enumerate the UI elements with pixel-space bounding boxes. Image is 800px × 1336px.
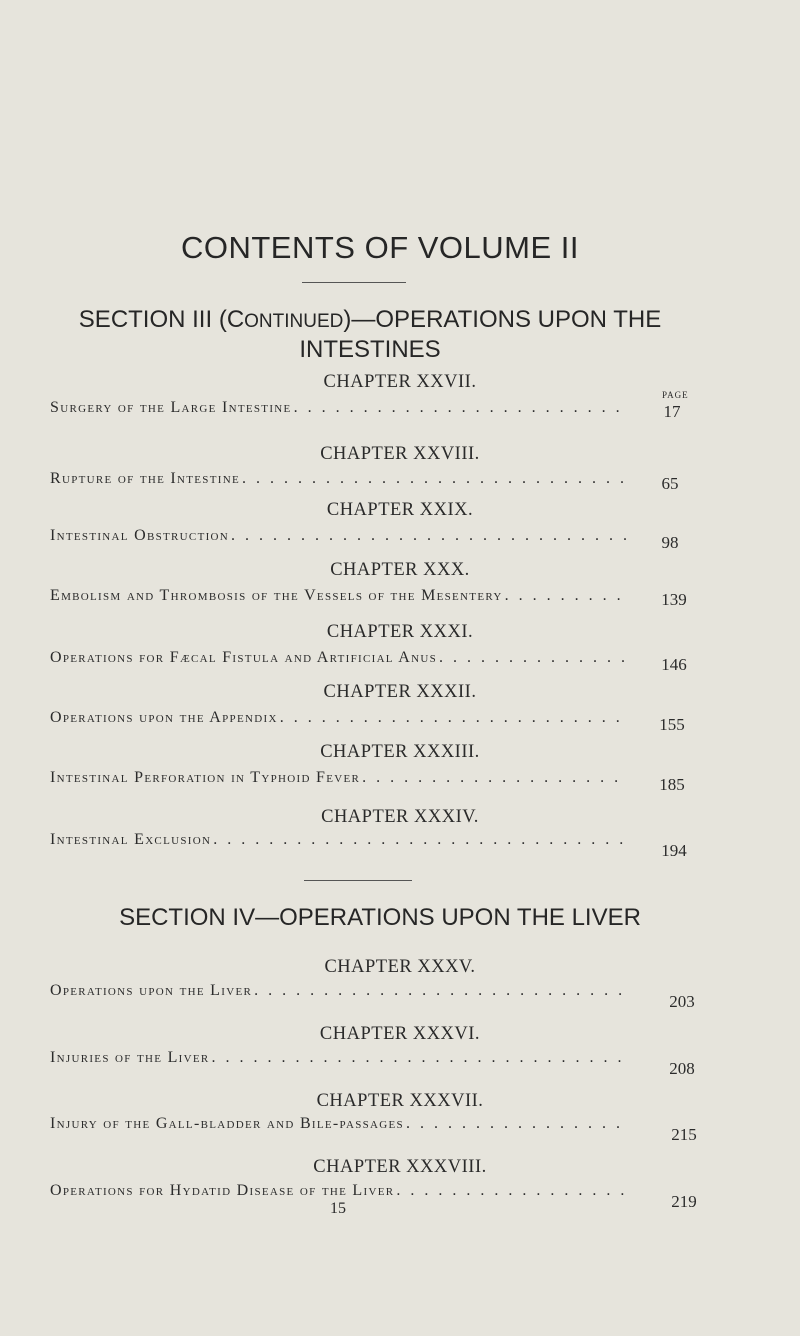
section-3-heading-part: )—OPERATIONS UPON THE INTESTINES	[299, 306, 662, 363]
chapter-heading: CHAPTER XXVII.	[323, 372, 477, 392]
chapter-heading: CHAPTER XXXI.	[326, 622, 474, 642]
toc-entry[interactable]	[50, 527, 628, 547]
entry-page-number: 155	[659, 715, 685, 734]
entry-page-number: 17	[663, 402, 681, 421]
chapter-heading: CHAPTER XXXII.	[323, 682, 477, 702]
entry-title: Intestinal Perforation in Typhoid Fever	[50, 769, 361, 786]
toc-entry[interactable]	[50, 709, 628, 729]
entry-page-number: 65	[661, 474, 679, 493]
page-column-label: PAGE	[662, 390, 689, 400]
entry-title: Injury of the Gall-bladder and Bile-passages	[50, 1115, 404, 1132]
entry-page-number: 215	[671, 1125, 697, 1144]
leader-dots	[231, 527, 628, 545]
section-3-heading-part: C	[226, 306, 245, 333]
section-3-heading-part: ONTINUED	[244, 311, 344, 332]
title-divider	[302, 282, 406, 283]
page-title: CONTENTS OF VOLUME II	[180, 230, 580, 265]
chapter-heading: CHAPTER XXXVIII.	[313, 1157, 487, 1177]
toc-entry[interactable]	[50, 470, 628, 490]
entry-title: Injuries of the Liver	[50, 1049, 210, 1066]
chapter-heading: CHAPTER XXIX.	[326, 500, 474, 520]
entry-title: Operations upon the Appendix	[50, 709, 278, 726]
toc-entry[interactable]	[50, 1049, 628, 1069]
entry-title: Operations for Hydatid Disease of the Liver	[50, 1182, 395, 1199]
folio-page-number: 15	[330, 1200, 346, 1217]
entry-page-number: 185	[659, 775, 685, 794]
entry-page-number: 146	[661, 655, 687, 674]
leader-dots	[396, 1182, 628, 1200]
toc-entry[interactable]	[50, 831, 628, 851]
toc-entry[interactable]	[50, 649, 628, 669]
entry-page-number: 208	[669, 1059, 695, 1078]
section-divider	[304, 880, 412, 881]
entry-page-number: 98	[661, 533, 679, 552]
entry-title: Rupture of the Intestine	[50, 470, 240, 487]
entry-page-number: 139	[661, 590, 687, 609]
toc-entry[interactable]	[50, 587, 628, 607]
leader-dots	[505, 587, 628, 605]
entry-title: Surgery of the Large Intestine	[50, 399, 292, 416]
entry-title: Operations upon the Liver	[50, 982, 253, 999]
entry-title: Intestinal Exclusion	[50, 831, 212, 848]
leader-dots	[242, 470, 628, 488]
leader-dots	[362, 769, 628, 787]
section-3-heading-part: SECTION III (	[78, 306, 227, 333]
chapter-heading: CHAPTER XXXIV.	[321, 807, 479, 827]
section-3-heading	[20, 306, 720, 364]
toc-entry[interactable]	[50, 399, 628, 419]
leader-dots	[212, 1049, 628, 1067]
entry-page-number: 219	[671, 1192, 697, 1211]
leader-dots	[406, 1115, 628, 1133]
chapter-heading: CHAPTER XXXIII.	[320, 742, 480, 762]
leader-dots	[254, 982, 628, 1000]
leader-dots	[213, 831, 628, 849]
entry-title: Operations for Fæcal Fistula and Artificial Anus	[50, 649, 438, 666]
leader-dots	[439, 649, 628, 667]
toc-entry[interactable]	[50, 1115, 628, 1135]
section-4-heading: SECTION IV—OPERATIONS UPON THE LIVER	[119, 904, 641, 931]
chapter-heading: CHAPTER XXXVII.	[316, 1091, 484, 1111]
chapter-heading: CHAPTER XXXVI.	[319, 1024, 481, 1044]
leader-dots	[294, 399, 628, 417]
chapter-heading: CHAPTER XXVIII.	[320, 444, 480, 464]
entry-title: Embolism and Thrombosis of the Vessels of the Mesentery	[50, 587, 503, 604]
leader-dots	[280, 709, 628, 727]
entry-page-number: 194	[661, 841, 687, 860]
toc-entry[interactable]	[50, 769, 628, 789]
toc-entry[interactable]	[50, 982, 628, 1002]
entry-title: Intestinal Obstruction	[50, 527, 230, 544]
toc-entry[interactable]	[50, 1182, 628, 1202]
entry-page-number: 203	[669, 992, 695, 1011]
chapter-heading: CHAPTER XXX.	[330, 560, 470, 580]
chapter-heading: CHAPTER XXXV.	[324, 957, 476, 977]
